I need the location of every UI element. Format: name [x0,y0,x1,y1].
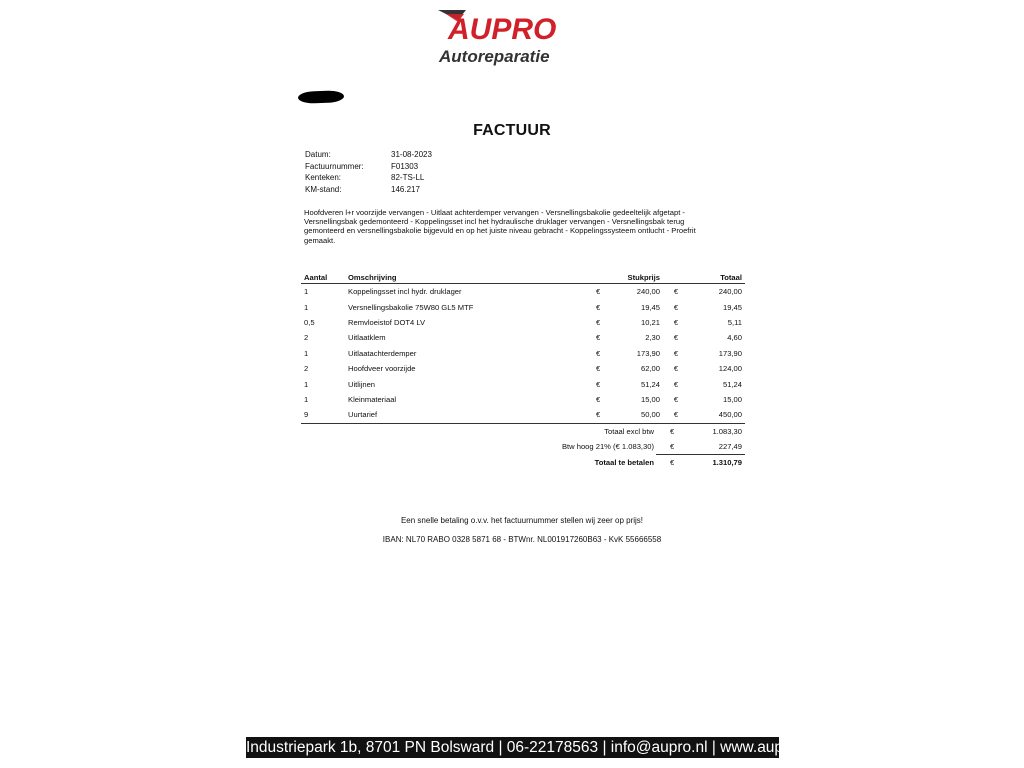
cell-stukprijs: 2,30 [645,333,660,343]
meta-label: Datum: [305,150,331,159]
invoice-items-table [301,270,745,424]
grand-total-value: 1.310,79 [712,457,742,467]
btw-label: Btw hoog 21% (€ 1.083,30) [561,442,654,452]
cell-omschrijving: Kleinmateriaal [348,394,397,404]
logo-tagline-text: Autoreparatie [439,47,550,66]
btw-row [520,439,745,454]
cell-aantal: 1 [304,394,309,404]
logo-brand-text: AUPRO [448,13,557,46]
euro-sign: € [670,442,675,452]
header-aantal: Aantal [301,270,345,284]
euro-sign: € [673,317,679,327]
cell-totaal: 173,90 [718,348,742,358]
cell-stukprijs: 62,00 [640,364,660,374]
cell-aantal: 1 [304,302,309,312]
euro-sign: € [596,348,601,358]
redacted-address-mark [298,90,344,104]
meta-value: 146.217 [391,184,420,194]
cell-stukprijs: 50,00 [609,407,663,423]
euro-sign: € [663,407,689,423]
euro-sign: € [673,348,679,358]
cell-omschrijving: Versnellingsbakolie 75W80 GL5 MTF [348,302,474,312]
meta-row-mileage [305,185,432,197]
table-row [301,299,745,314]
euro-sign: € [673,379,679,389]
total-excl-row [520,424,745,439]
table-row [301,407,745,423]
cell-omschrijving: Hoofdveer voorzijde [348,364,416,374]
euro-sign: € [673,394,679,404]
euro-sign: € [596,379,601,389]
cell-omschrijving: Uurtarief [345,407,593,423]
euro-sign: € [593,407,609,423]
euro-sign: € [596,287,601,297]
euro-sign: € [670,427,675,436]
meta-label: KM-stand: [305,184,342,194]
euro-sign: € [670,457,675,467]
meta-value: 31-08-2023 [391,150,432,159]
footer-contact-bar: Industriepark 1b, 8701 PN Bolsward | 06-22178563 | info@aupro.nl | www.aupro.nl [246,739,814,756]
euro-sign: € [673,364,679,374]
euro-sign: € [596,302,601,312]
meta-value: F01303 [391,161,419,171]
cell-omschrijving: Koppelingsset incl hydr. druklager [348,287,462,297]
cell-aantal: 1 [304,287,309,297]
euro-sign: € [673,287,679,297]
cell-totaal: 15,00 [722,394,742,404]
meta-row-license-plate [305,173,432,185]
meta-value: 82-TS-LL [391,173,425,182]
total-separator-line [656,454,745,455]
table-row [301,330,745,345]
cell-aantal: 2 [304,364,309,374]
payment-note: Een snelle betaling o.v.v. het factuurnummer stellen wij zeer op prijs! [400,516,644,525]
cell-totaal: 240,00 [718,287,742,297]
cell-aantal: 2 [304,333,309,343]
grand-total-label: Totaal te betalen [594,457,654,467]
euro-sign: € [673,302,679,312]
header-stukprijs: Stukprijs [609,270,663,284]
cell-aantal: 0,5 [304,317,315,327]
work-description: Hoofdveren l+r voorzijde vervangen - Uitlaat achterdemper vervangen - Versnellingsbakolie gedeeltelijk afgetapt - Versnellingsbak gedemonteerd - Koppelingsset incl het hydraulische druklager vervangen - Versnellingsbak terug gemonteerd en versnellingsbakolie bijgevuld en op het juiste niveau gebracht - Koppelingssysteem ontlucht - Proefrit gemaakt. [304,208,696,245]
cell-totaal: 51,24 [722,379,742,389]
cell-stukprijs: 173,90 [636,348,660,358]
meta-row-invoice-number [305,162,432,174]
cell-totaal: 5,11 [727,317,742,327]
cell-omschrijving: Remvloeistof DOT4 LV [348,317,426,327]
cell-stukprijs: 15,00 [640,394,660,404]
invoice-meta [305,150,432,196]
table-row [301,284,745,300]
cell-totaal: 450,00 [689,407,745,423]
cell-aantal: 9 [301,407,345,423]
bank-details: IBAN: NL70 RABO 0328 5871 68 - BTWnr. NL001917260B63 - KvK 55666558 [382,535,662,544]
meta-row-date [305,150,432,162]
table-row [301,361,745,376]
cell-omschrijving: Uitlijnen [348,379,376,389]
totals-block [520,424,745,470]
header-omschrijving: Omschrijving [345,270,593,284]
btw-value: 227,49 [718,442,742,452]
cell-totaal: 19,45 [722,302,742,312]
total-excl-value: 1.083,30 [712,427,742,436]
table-row [301,376,745,391]
total-excl-label: Totaal excl btw [604,427,654,436]
cell-stukprijs: 51,24 [640,379,660,389]
company-logo [436,8,598,68]
cell-stukprijs: 240,00 [636,287,660,297]
euro-sign: € [673,333,679,343]
euro-sign: € [596,394,601,404]
invoice-title: FACTUUR [473,122,551,139]
cell-totaal: 124,00 [718,364,742,374]
grand-total-row [520,455,745,470]
aupro-logo-graphic [436,8,598,68]
header-totaal: Totaal [689,270,745,284]
table-row [301,315,745,330]
euro-sign: € [596,333,601,343]
cell-aantal: 1 [304,379,309,389]
table-header-row [301,270,745,284]
table-row [301,392,745,407]
table-row [301,346,745,361]
cell-omschrijving: Uitlaatklem [348,333,386,343]
cell-totaal: 4,60 [727,333,742,343]
euro-sign: € [596,317,601,327]
euro-sign: € [596,364,601,374]
cell-stukprijs: 19,45 [640,302,660,312]
meta-label: Kenteken: [305,173,342,182]
cell-stukprijs: 10,21 [640,317,660,327]
meta-label: Factuurnummer: [305,161,364,171]
cell-aantal: 1 [304,348,309,358]
cell-omschrijving: Uitlaatachterdemper [348,348,417,358]
